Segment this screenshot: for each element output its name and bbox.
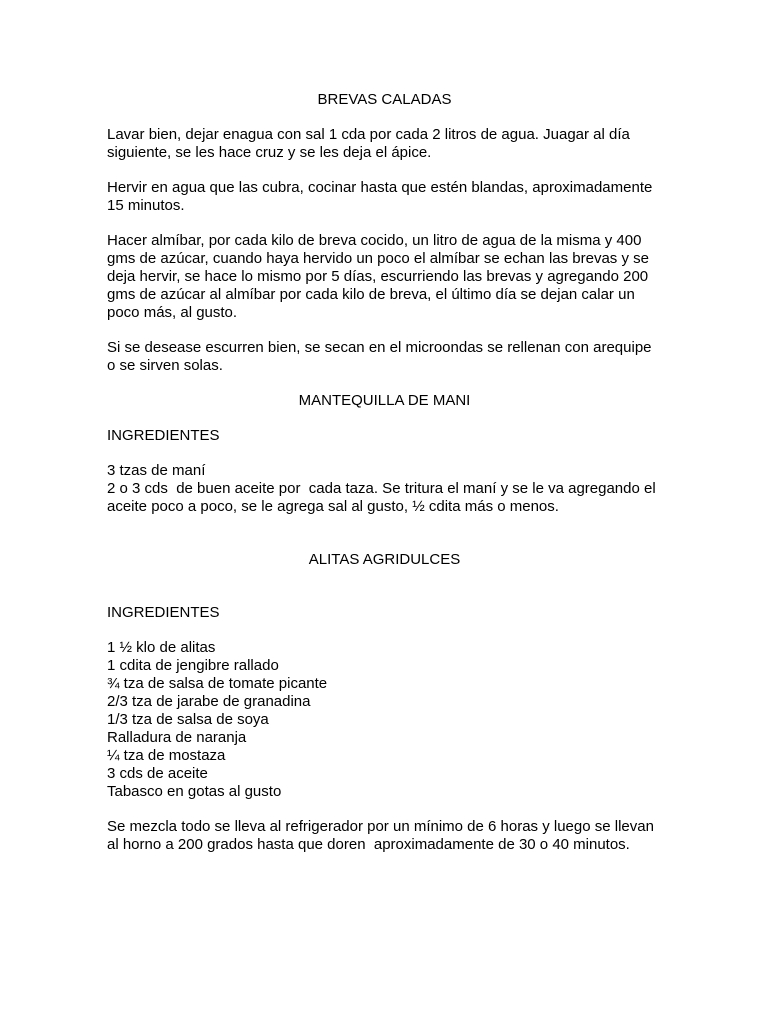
ingredients-heading: INGREDIENTES	[107, 427, 220, 444]
text-line: Lavar bien, dejar enagua con sal 1 cda por cada 2 litros de agua. Juagar al día	[107, 126, 630, 143]
ingredient-item: Tabasco en gotas al gusto	[107, 783, 282, 800]
ingredient-item: 2/3 tza de jarabe de granadina	[107, 693, 311, 710]
ingredient-line: 3 tzas de maní	[107, 462, 206, 479]
paragraph-brevas-4	[107, 339, 662, 375]
ingredient-item: 3 cds de aceite	[107, 765, 208, 782]
text-line: Hervir en agua que las cubra, cocinar hasta que estén blandas, aproximadamente	[107, 179, 653, 196]
ingredient-item: 1/3 tza de salsa de soya	[107, 711, 269, 728]
ingredient-item: Ralladura de naranja	[107, 729, 247, 746]
text-line: Si se desease escurren bien, se secan en el microondas se rellenan con arequipe	[107, 339, 652, 356]
ingredient-item: ¼ tza de mostaza	[107, 747, 226, 764]
text-line: poco más, al gusto.	[107, 304, 238, 321]
ingredients-heading: INGREDIENTES	[107, 604, 220, 621]
paragraph-mantequilla	[107, 462, 662, 516]
recipe-title-alitas: ALITAS AGRIDULCES	[308, 551, 461, 568]
ingredient-item: ¾ tza de salsa de tomate picante	[107, 675, 328, 692]
text-line: siguiente, se les hace cruz y se les deja el ápice.	[107, 144, 432, 161]
text-line: aceite poco a poco, se le agrega sal al gusto, ½ cdita más o menos.	[107, 498, 559, 515]
text-line: 15 minutos.	[107, 197, 185, 214]
text-line: o se sirven solas.	[107, 357, 223, 374]
text-line: deja hervir, se hace lo mismo por 5 días, escurriendo las brevas y agregando 200	[107, 268, 649, 285]
paragraph-brevas-3	[107, 232, 662, 322]
paragraph-brevas-1	[107, 126, 662, 162]
document-page	[107, 91, 662, 854]
text-line: Hacer almíbar, por cada kilo de breva cocido, un litro de agua de la misma y 400	[107, 232, 642, 249]
recipe-title-mantequilla: MANTEQUILLA DE MANI	[298, 392, 471, 409]
ingredient-item: 1 ½ klo de alitas	[107, 639, 216, 656]
recipe-title-brevas: BREVAS CALADAS	[317, 91, 452, 108]
text-line: 2 o 3 cds de buen aceite por cada taza. Se tritura el maní y se le va agregando el	[107, 480, 656, 497]
text-line: Se mezcla todo se lleva al refrigerador por un mínimo de 6 horas y luego se llevan	[107, 818, 654, 835]
text-line: al horno a 200 grados hasta que doren aproximadamente de 30 o 40 minutos.	[107, 836, 630, 853]
text-line: gms de azúcar al almíbar por cada kilo de breva, el último día se dejan calar un	[107, 286, 635, 303]
ingredient-item: 1 cdita de jengibre rallado	[107, 657, 279, 674]
paragraph-brevas-2	[107, 179, 662, 215]
ingredients-list-alitas	[107, 639, 662, 801]
text-line: gms de azúcar, cuando haya hervido un poco el almíbar se echan las brevas y se	[107, 250, 649, 267]
paragraph-alitas-instructions	[107, 818, 662, 854]
